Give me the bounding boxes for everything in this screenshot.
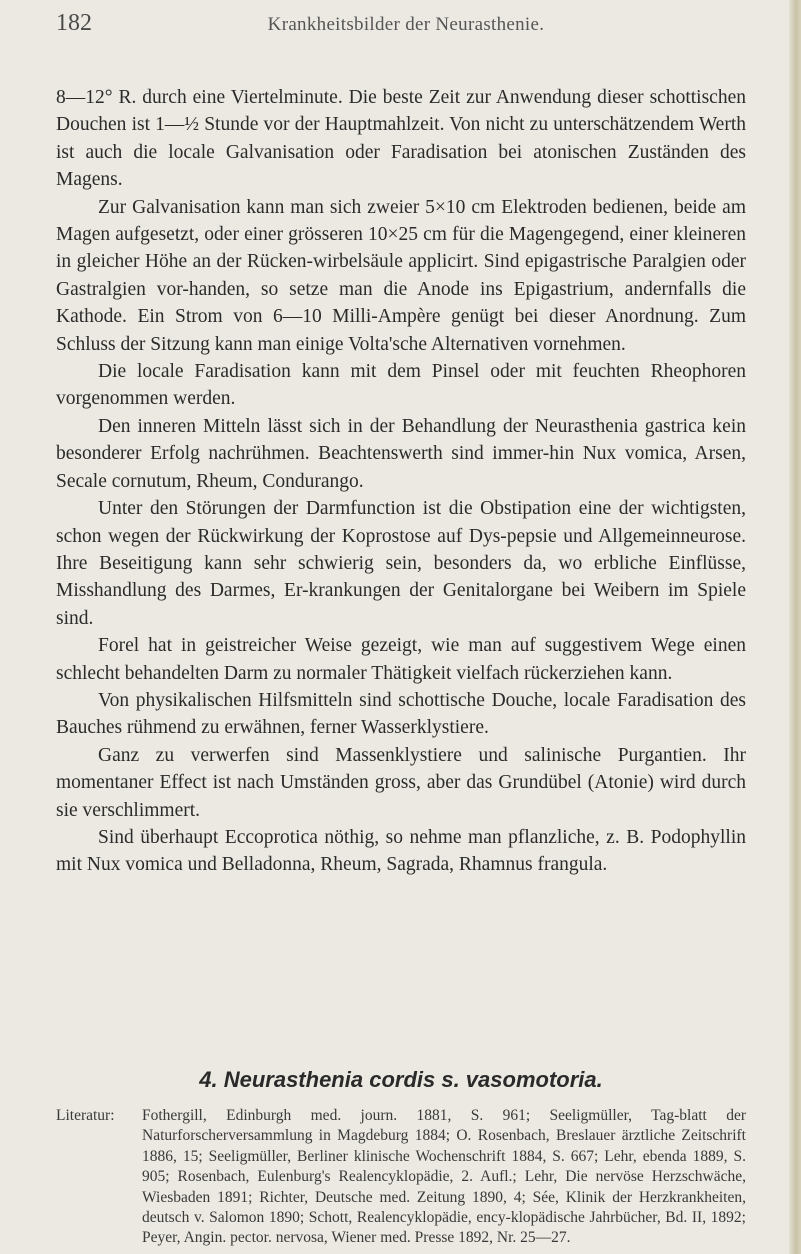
paragraph: Zur Galvanisation kann man sich zweier 5×10 cm Elektroden bedienen, beide am Magen aufgesetzt, oder einer grösseren 10×25 cm für die Magengegend, einer kleineren in gleicher Höhe an der Rücken-wirbelsäule applicirt. Sind epigastrische Paralgien oder Gastralgien vor-handen, so setze man die Anode ins Epigastrium, andernfalls die Kathode. Ein Strom von 6—10 Milli-Ampère genügt bei dieser Anordnung. Zum Schluss der Sitzung kann man einige Volta'sche Alternativen vornehmen.: [56, 196, 746, 355]
page-edge-shadow: [789, 0, 801, 1254]
paragraph: Die locale Faradisation kann mit dem Pinsel oder mit feuchten Rheophoren vorgenommen werden.: [56, 361, 746, 410]
paragraph: Sind überhaupt Eccoprotica nöthig, so nehme man pflanzliche, z. B. Podophyllin mit Nux vomica und Belladonna, Rheum, Sagrada, Rhamnus frangula.: [56, 826, 746, 876]
main-text: [56, 84, 746, 879]
paragraph: Den inneren Mitteln lässt sich in der Behandlung der Neurasthenia gastrica kein besonderer Erfolg nachrühmen. Beachtenswerth sind immer-hin Nux vomica, Arsen, Secale cornutum, Rheum, Condurango.: [56, 415, 746, 492]
paragraph: 8—12° R. durch eine Viertelminute. Die beste Zeit zur Anwendung dieser schottischen Douchen ist 1—½ Stunde vor der Hauptmahlzeit. Von nicht zu unterschätzendem Werth ist auch die locale Galvanisation oder Faradisation bei atonischen Zuständen des Magens.: [56, 87, 746, 191]
literature-label: Literatur:: [56, 1107, 115, 1124]
literature-text: Fothergill, Edinburgh med. journ. 1881, S. 961; Seeligmüller, Tag-blatt der Naturforscherversammlung in Magdeburg 1884; O. Rosenbach, Breslauer ärztliche Zeitschrift 1886, 15; Seeligmüller, Berliner klinische Wochenschrift 1884, S. 667; Lehr, ebenda 1889, S. 905; Rosenbach, Eulenburg's Realencyklopädie, 2. Aufl.; Lehr, Die nervöse Herzschwäche, Wiesbaden 1891; Richter, Deutsche med. Zeitung 1890, 4; Sée, Klinik der Herzkrankheiten, deutsch v. Salomon 1890; Schott, Realencyklopädie, ency-klopädische Jahrbücher, Bd. II, 1892; Peyer, Angin. pector. nervosa, Wiener med. Presse 1892, Nr. 25—27.: [142, 1107, 746, 1247]
page-header: [56, 10, 756, 50]
section-heading: 4. Neurasthenia cordis s. vasomotoria.: [199, 1067, 603, 1092]
running-title: Krankheitsbilder der Neurasthenie.: [267, 14, 545, 35]
literature-block: [56, 1106, 746, 1249]
paragraph: Forel hat in geistreicher Weise gezeigt, wie man auf suggestivem Wege einen schlecht behandelten Darm zu normaler Thätigkeit vielfach rückerziehen kann.: [56, 635, 746, 684]
paragraph: Von physikalischen Hilfsmitteln sind schottische Douche, locale Faradisation des Bauches rühmend zu erwähnen, ferner Wasserklystiere.: [56, 689, 746, 739]
page-number: 182: [56, 10, 92, 36]
paragraph: Ganz zu verwerfen sind Massenklystiere und salinische Purgantien. Ihr momentaner Effect ist nach Umständen gross, aber das Grundübel (Atonie) wird durch sie verschlimmert.: [56, 744, 746, 821]
paragraph: Unter den Störungen der Darmfunction ist die Obstipation eine der wichtigsten, schon wegen der Rückwirkung der Koprostose auf Dys-pepsie und Allgemeinneurose. Ihre Beseitigung kann sehr schwierig sein, besonders da, wo erbliche Einflüsse, Misshandlung des Darmes, Er-krankungen der Genitalorgane bei Weibern im Spiele sind.: [56, 498, 746, 629]
